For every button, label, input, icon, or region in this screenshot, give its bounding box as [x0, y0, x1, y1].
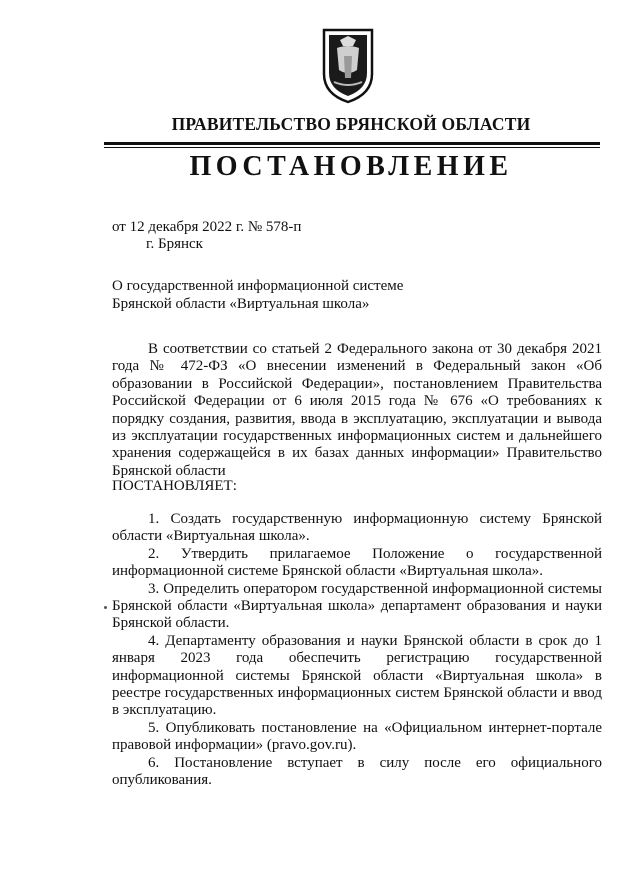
bryansk-coat-of-arms-icon — [320, 26, 376, 104]
decree-items — [112, 511, 602, 790]
decree-word: ПОСТАНОВЛЯЕТ: — [112, 478, 237, 494]
decree-item-1: 1. Создать государственную информационную систему Брянской области «Виртуальная школа». — [112, 511, 602, 545]
decree-item-2: 2. Утвердить прилагаемое Положение о государственной информационной системе Брянской области «Виртуальная школа». — [112, 545, 602, 580]
decree-item-3: 3. Определить оператором государственной информационной системы Брянской области «Виртуальная школа» департамент образования и науки Брянской области. — [112, 580, 602, 632]
document-subject — [112, 277, 442, 313]
preamble-paragraph: В соответствии со статьей 2 Федерального закона от 30 декабря 2021 года № 472-ФЗ «О внесении изменений в Федеральный закон «Об образовании в Российской Федерации», постановлением Правительства Российской Федерации от 6 июля 2015 года № 676 «О требованиях к порядку создания, развития, ввода в эксплуатацию, эксплуатации и вывода из эксплуатации государственных информационных систем и дальнейшего хранения содержащейся в их базах данных информации» Правительство Брянской области — [112, 341, 602, 479]
decree-item-5: 5. Опубликовать постановление на «Официальном интернет-портале правовой информации» (pravo.gov.ru). — [112, 719, 602, 754]
subject-line-2: Брянской области «Виртуальная школа» — [112, 296, 370, 312]
document-type-title: ПОСТАНОВЛЕНИЕ — [189, 151, 513, 182]
decree-item-6: 6. Постановление вступает в силу после его официального опубликования. — [112, 754, 602, 789]
date-number-line: от 12 декабря 2022 г. № 578-п — [112, 219, 302, 235]
city-line: г. Брянск — [146, 236, 203, 252]
header-rule-thick — [104, 142, 600, 145]
scan-speck — [104, 606, 107, 609]
decree-item-4: 4. Департаменту образования и науки Брянской области в срок до 1 января 2023 года обеспечить регистрацию государственной информационной системы Брянской области «Виртуальная школа» в реестре государственных информационных систем Брянской области и ввод в эксплуатацию. — [112, 632, 602, 719]
government-title: ПРАВИТЕЛЬСТВО БРЯНСКОЙ ОБЛАСТИ — [171, 114, 531, 134]
header-rule-thin — [104, 147, 600, 148]
subject-line-1: О государственной информационной системе — [112, 278, 404, 294]
